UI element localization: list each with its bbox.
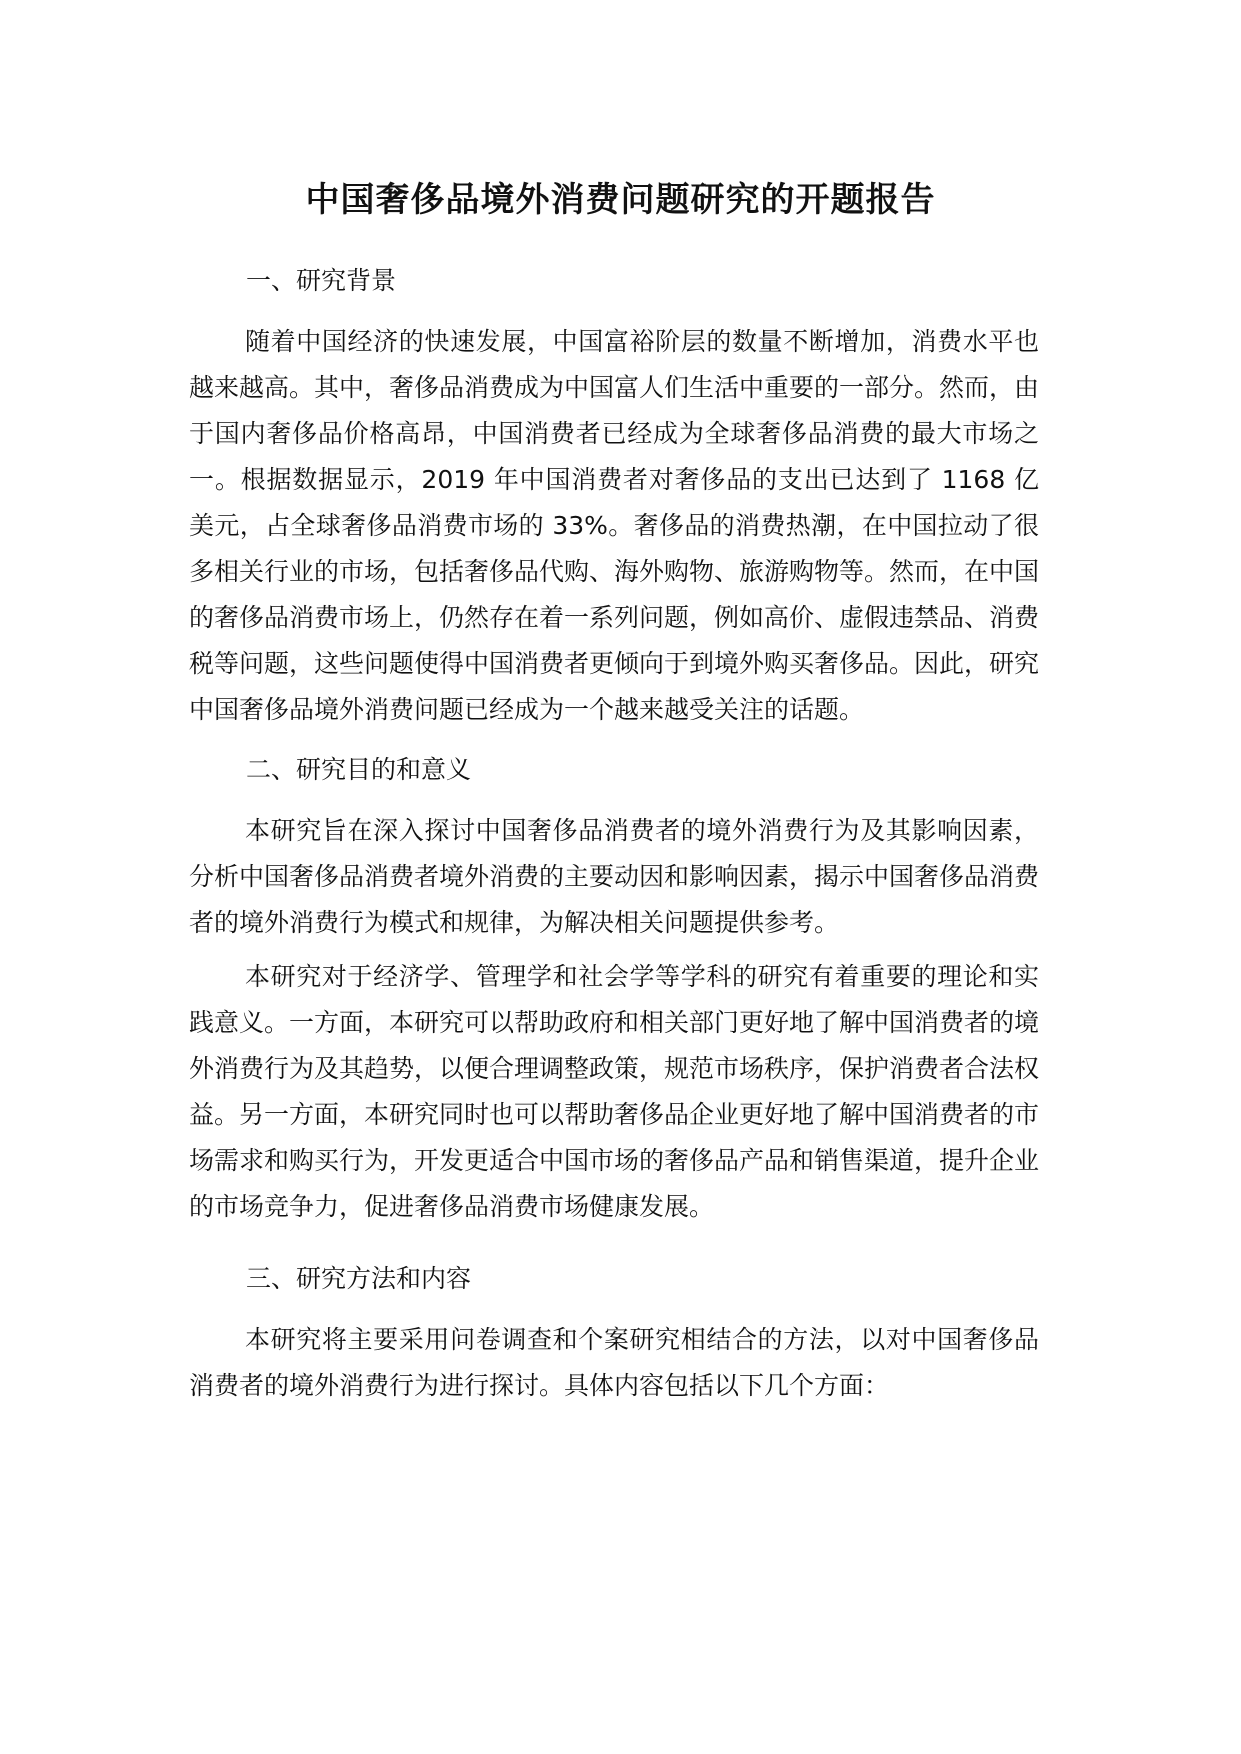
section-heading-purpose: 二、研究目的和意义 [246,755,472,784]
paragraph-methods: 本研究将主要采用问卷调查和个案研究相结合的方法，以对中国奢侈品消费者的境外消费行为进行探讨。具体内容包括以下几个方面： [189,1325,1039,1400]
document-title: 中国奢侈品境外消费问题研究的开题报告 [305,180,936,220]
section-heading-background: 一、研究背景 [246,266,397,295]
section-heading-methods: 三、研究方法和内容 [246,1264,472,1293]
paragraph-purpose-2: 本研究对于经济学、管理学和社会学等学科的研究有着重要的理论和实践意义。一方面，本研究可以帮助政府和相关部门更好地了解中国消费者的境外消费行为及其趋势，以便合理调整政策，规范市场秩序，保护消费者合法权益。另一方面，本研究同时也可以帮助奢侈品企业更好地了解中国消费者的市场需求和购买行为，开发更适合中国市场的奢侈品产品和销售渠道，提升企业的市场竞争力，促进奢侈品消费市场健康发展。 [189,962,1040,1221]
paragraph-background: 随着中国经济的快速发展，中国富裕阶层的数量不断增加，消费水平也越来越高。其中，奢侈品消费成为中国富人们生活中重要的一部分。然而，由于国内奢侈品价格高昂，中国消费者已经成为全球奢侈品消费的最大市场之一。根据数据显示，2019 年中国消费者对奢侈品的支出已达到了 1168 亿美元，占全球奢侈品消费市场的 33%。奢侈品的消费热潮，在中国拉动了很多相关行业的市场，包括奢侈品代购、海外购物、旅游购物等。然而，在中国的奢侈品消费市场上，仍然存在着一系列问题，例如高价、虚假违禁品、消费税等问题，这些问题使得中国消费者更倾向于到境外购买奢侈品。因此，研究中国奢侈品境外消费问题已经成为一个越来越受关注的话题。 [189,327,1040,724]
paragraph-purpose-1: 本研究旨在深入探讨中国奢侈品消费者的境外消费行为及其影响因素，分析中国奢侈品消费者境外消费的主要动因和影响因素，揭示中国奢侈品消费者的境外消费行为模式和规律，为解决相关问题提供参考。 [189,816,1040,937]
